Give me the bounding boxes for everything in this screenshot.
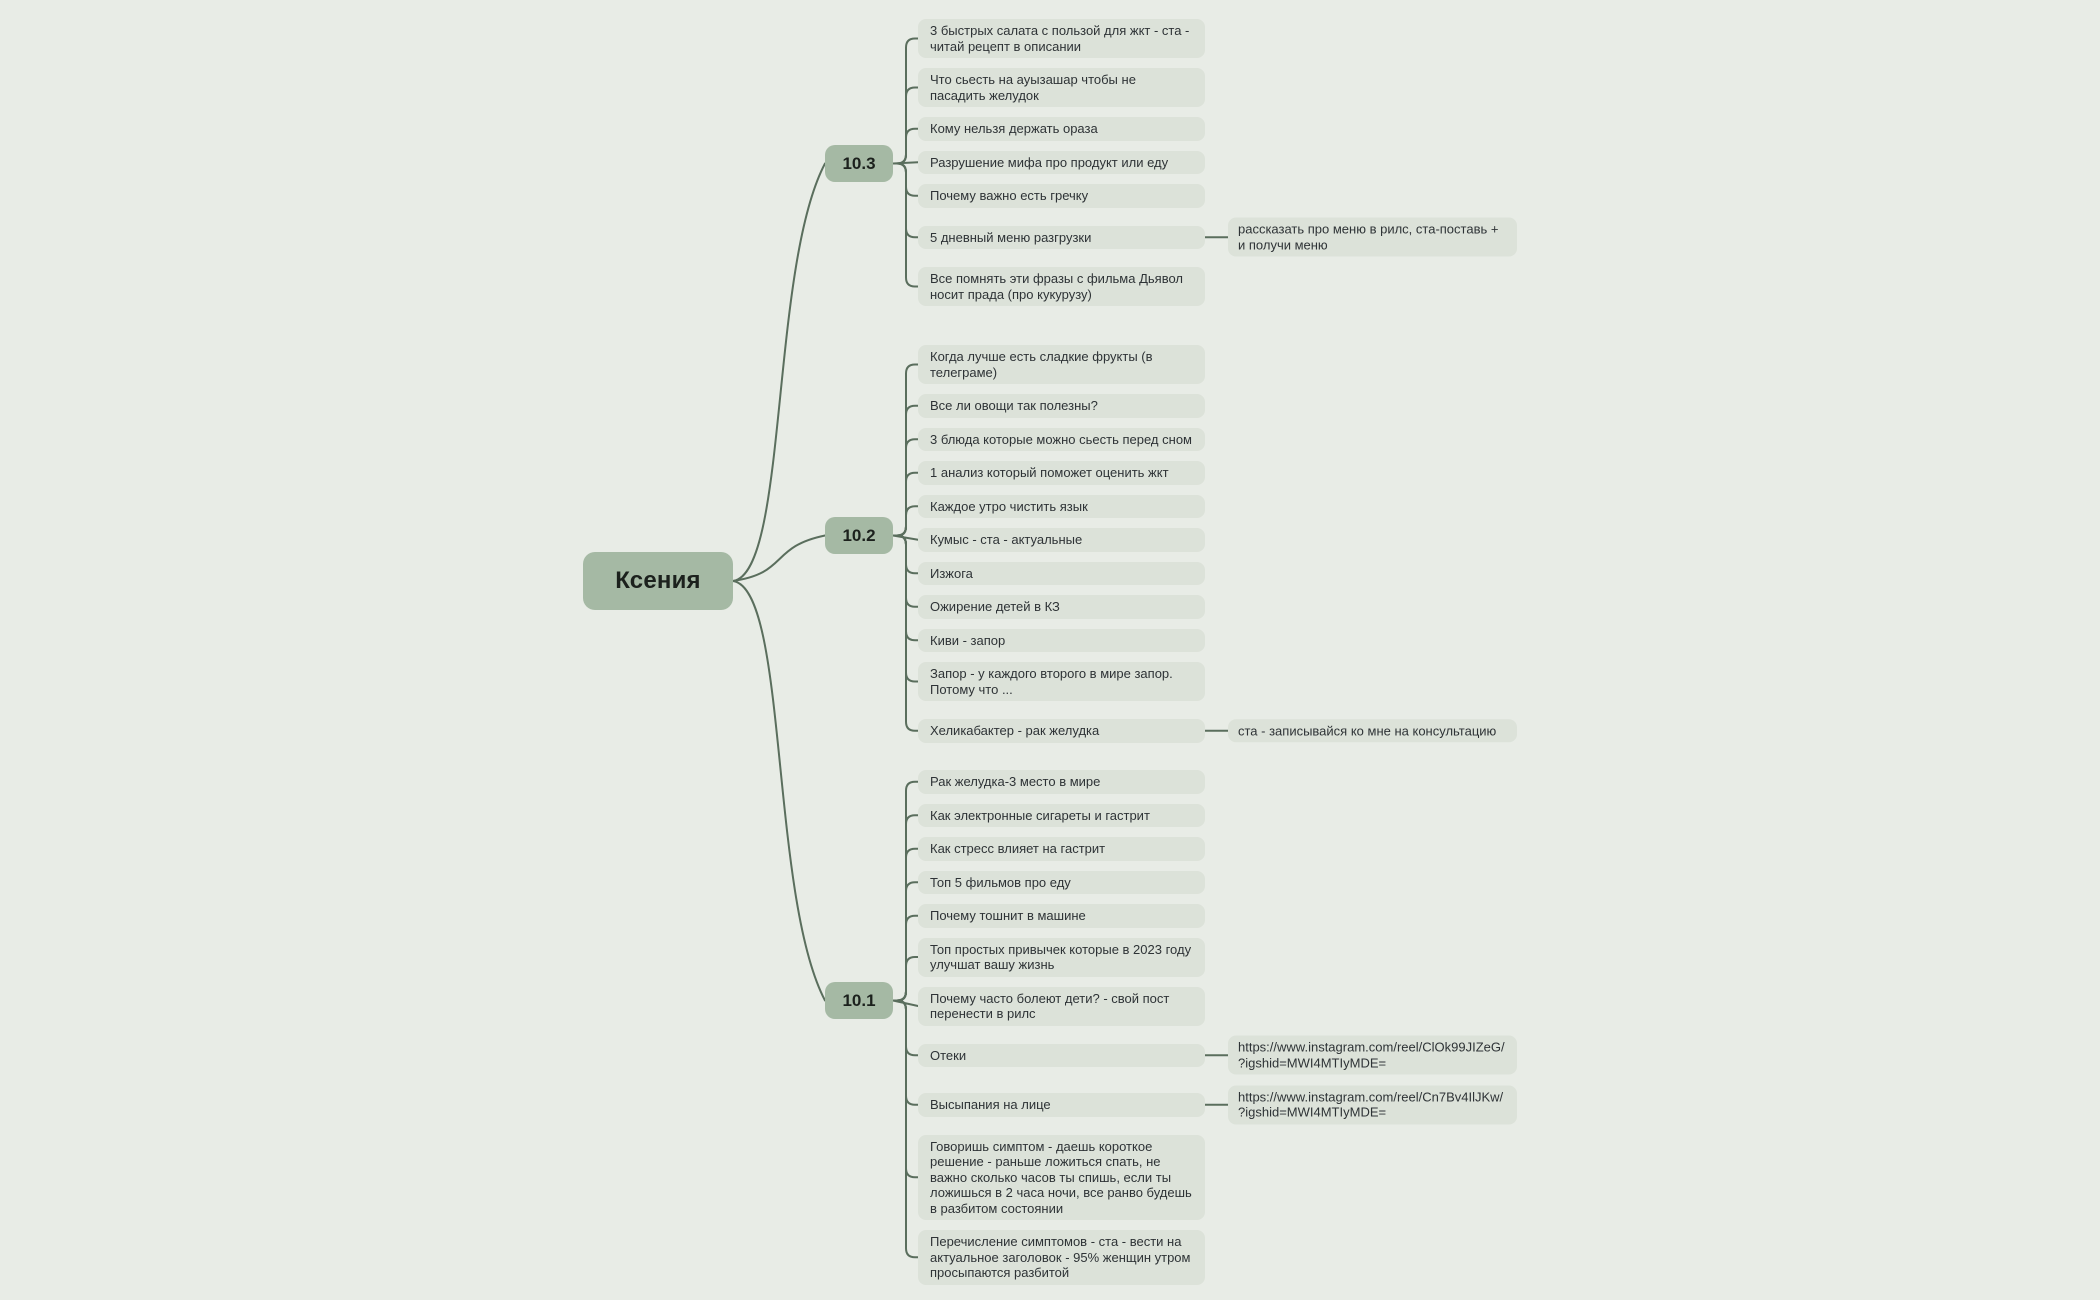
leaf-row [918,1230,1205,1285]
root-label: Ксения [615,567,701,594]
leaf-row [918,987,1205,1026]
branch-10-3-leaves [918,19,1499,306]
leaf-node[interactable] [918,770,1205,794]
leaf-row [918,904,1205,928]
leaf-node[interactable] [918,595,1205,619]
leaf-label: Кумыс - ста - актуальные [930,532,1083,547]
leaf-label: Ожирение детей в КЗ [930,599,1060,614]
annotation-label: https://www.instagram.com/reel/Cn7Bv4IlJKw/?igshid=MWI4MTIyMDE= [1238,1089,1504,1120]
leaf-row [918,562,1205,586]
leaf-row [918,184,1205,208]
leaf-node[interactable] [918,938,1205,977]
leaf-label: 5 дневный меню разгрузки [930,229,1092,245]
leaf-node[interactable] [918,1044,1205,1068]
leaf-node[interactable] [918,19,1205,58]
leaf-label: Рак желудка-3 место в мире [930,774,1101,789]
leaf-row [918,68,1205,107]
leaf-row [918,595,1205,619]
leaf-node[interactable] [918,837,1205,861]
annotation-node[interactable] [1228,218,1517,257]
annotation-node[interactable] [1228,1036,1517,1075]
root-node[interactable] [583,552,733,610]
leaf-label: 3 быстрых салата с пользой для жкт - ста - читай рецепт в описании [930,23,1190,54]
leaf-node[interactable] [918,804,1205,828]
leaf-label: Киви - запор [930,632,1006,648]
leaf-node[interactable] [918,495,1205,519]
annotation-label: ста - записывайся ко мне на консультацию [1238,723,1497,738]
leaf-label: Перечисление симптомов - ста - вести на актуальное заголовок - 95% женщин утром просыпаются разбитой [930,1234,1191,1280]
leaf-label: Как электронные сигареты и гастрит [930,807,1150,823]
leaf-label: Высыпания на лице [930,1097,1051,1112]
leaf-label: Отеки [930,1047,967,1063]
branch-node-10-1[interactable] [825,982,893,1019]
branch-node-10-2[interactable] [825,517,893,554]
leaf-node[interactable] [918,1093,1205,1117]
leaf-row [918,837,1205,861]
leaf-node[interactable] [918,345,1205,384]
leaf-node[interactable] [918,184,1205,208]
leaf-node[interactable] [918,226,1205,250]
leaf-label: Почему тошнит в машине [930,908,1086,923]
leaf-node[interactable] [918,629,1205,653]
leaf-row [918,221,1499,253]
leaf-row [918,461,1205,485]
leaf-label: Как стресс влияет на гастрит [930,841,1106,856]
leaf-node[interactable] [918,68,1205,107]
leaf-label: Запор - у каждого второго в мире запор. Потому что ... [930,666,1173,697]
leaf-node[interactable] [918,719,1205,743]
leaf-node[interactable] [918,151,1205,175]
leaf-label: Все помнять эти фразы с фильма Дьявол носит прада (про кукурузу) [930,271,1183,302]
leaf-label: 3 блюда которые можно сьесть перед сном [930,431,1192,447]
leaf-row [918,662,1205,701]
leaf-node[interactable] [918,1135,1205,1221]
branch-10-1-leaves [918,770,1505,1285]
branch-label-text: 10.3 [842,153,876,173]
leaf-node[interactable] [918,987,1205,1026]
leaf-row [918,267,1205,306]
leaf-node[interactable] [918,904,1205,928]
leaf-row [918,938,1205,977]
leaf-label: Кому нельзя держать ораза [930,121,1098,136]
leaf-label: Изжога [930,565,973,581]
branch-node-10-3[interactable] [825,145,893,182]
leaf-label: Почему часто болеют дети? - свой пост перенести в рилс [930,990,1170,1021]
leaf-node[interactable] [918,562,1205,586]
leaf-row [918,117,1205,141]
leaf-row [918,528,1205,552]
leaf-label: Все ли овощи так полезны? [930,398,1098,413]
leaf-label: Топ 5 фильмов про еду [930,874,1071,890]
leaf-node[interactable] [918,461,1205,485]
leaf-label: Каждое утро чистить язык [930,498,1088,514]
leaf-node[interactable] [918,1230,1205,1285]
leaf-node[interactable] [918,528,1205,552]
leaf-label: Когда лучше есть сладкие фрукты (в телеграме) [930,349,1153,380]
branch-label-text: 10.2 [842,525,876,545]
leaf-row [918,151,1205,175]
leaf-label: Хеликабактер - рак желудка [930,723,1100,738]
leaf-node[interactable] [918,267,1205,306]
leaf-node[interactable] [918,428,1205,452]
annotation-label: https://www.instagram.com/reel/ClOk99JIZeG/?igshid=MWI4MTIyMDE= [1238,1039,1505,1071]
leaf-row [918,871,1205,895]
leaf-row [918,804,1205,828]
leaf-row [918,495,1205,519]
leaf-label: Топ простых привычек которые в 2023 году улучшат вашу жизнь [930,941,1192,972]
branch-10-2-leaves [918,345,1497,751]
annotation-label: рассказать про меню в рилс, ста-поставь + и получи меню [1238,221,1499,253]
leaf-row [918,1089,1504,1120]
leaf-row [918,345,1205,384]
leaf-label: Говоришь симптом - даешь короткое решение - раньше ложиться спать, не важно сколько часов ты спишь, если ты ложишься в 2 часа ночи, все ранво будешь в разбитом состоянии [930,1138,1192,1216]
leaf-row [918,1135,1205,1221]
leaf-node[interactable] [918,662,1205,701]
leaf-label: Разрушение мифа про продукт или еду [930,154,1169,170]
leaf-row [918,719,1497,743]
leaf-row [918,394,1205,418]
leaf-node[interactable] [918,117,1205,141]
leaf-row [918,770,1205,794]
leaf-row [918,428,1205,452]
leaf-row [918,1039,1505,1071]
leaf-row [918,629,1205,653]
leaf-label: Почему важно есть гречку [930,188,1089,203]
annotation-node[interactable] [1228,719,1517,743]
leaf-row [918,19,1205,58]
branch-label-text: 10.1 [842,990,876,1010]
annotation-node[interactable] [1228,1085,1517,1124]
leaf-node[interactable] [918,871,1205,895]
leaf-node[interactable] [918,394,1205,418]
leaf-label: 1 анализ который поможет оценить жкт [930,465,1169,480]
leaf-label: Что сьесть на ауызашар чтобы не пасадить желудок [930,72,1136,103]
